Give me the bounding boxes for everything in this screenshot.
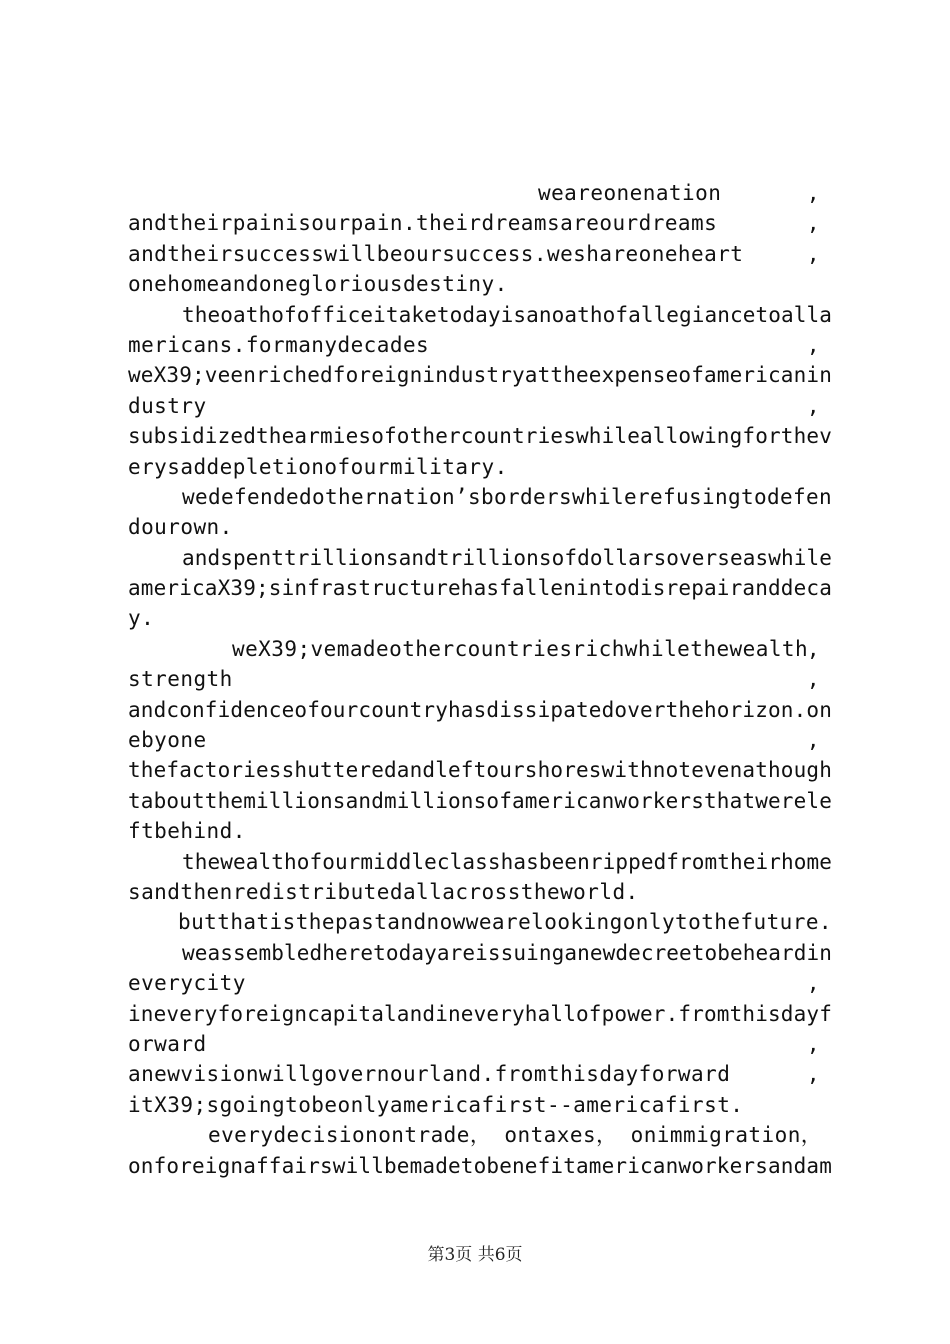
line-text: thewealthofourmiddleclasshasbeenrippedfromtheirhome [182, 849, 832, 874]
line-text: everydecisionontrade， ontaxes， onimmigration， [208, 1123, 823, 1148]
line-text: ebyone [128, 728, 207, 753]
text-line [128, 786, 832, 816]
text-line [128, 695, 832, 725]
text-line [128, 999, 832, 1029]
line-end-comma: , [806, 332, 820, 357]
document-body [128, 178, 832, 1181]
line-end-comma: , [806, 971, 820, 996]
text-line [128, 482, 832, 512]
line-end-comma: , [806, 393, 820, 418]
text-line [128, 877, 832, 907]
text-line [128, 938, 832, 968]
line-text: weX39;vemadeothercountriesrichwhilethewealth [232, 636, 809, 661]
line-end-comma: , [806, 1062, 820, 1087]
line-text: thefactoriesshutteredandleftourshoreswithnotevenathough [128, 758, 832, 783]
text-line [128, 847, 832, 877]
text-line [128, 421, 832, 451]
text-line [128, 816, 832, 846]
text-line [128, 603, 832, 633]
text-line [128, 1029, 832, 1059]
line-text: taboutthemillionsandmillionsofamericanworkersthatwerele [128, 788, 832, 813]
line-text: ftbehind. [128, 819, 246, 844]
line-text: ineveryforeigncapitalandineveryhallofpower.fromthisdayf [128, 1001, 832, 1026]
text-line [128, 968, 832, 998]
text-line [128, 512, 832, 542]
line-text: erysaddepletionofourmilitary. [128, 454, 508, 479]
line-text: butthatisthepastandnowwearelookingonlytothefuture. [178, 910, 832, 935]
line-text: wedefendedothernation’sborderswhilerefusingtodefen [182, 484, 832, 509]
text-line [128, 907, 832, 937]
line-text: andspenttrillionsandtrillionsofdollarsoverseaswhile [182, 545, 832, 570]
line-text: onehomeandonegloriousdestiny. [128, 272, 508, 297]
text-line [128, 573, 832, 603]
text-line [128, 391, 832, 421]
line-end-comma: , [806, 667, 820, 692]
line-end-comma: , [806, 241, 820, 266]
text-line [128, 208, 832, 238]
line-text: y. [128, 606, 155, 631]
text-line [128, 664, 832, 694]
line-end-comma: , [806, 181, 820, 205]
text-line [128, 239, 832, 269]
text-line [128, 1059, 832, 1089]
text-line [128, 1090, 832, 1120]
line-end-comma: , [806, 1031, 820, 1056]
line-end-comma: , [806, 636, 820, 661]
line-text: weareonenation [538, 181, 722, 205]
text-line [128, 1151, 832, 1181]
text-line [128, 269, 832, 299]
text-line [128, 634, 832, 664]
text-line [128, 1120, 832, 1150]
line-text: dustry [128, 393, 207, 418]
text-line [128, 178, 832, 208]
line-end-comma: , [806, 211, 820, 236]
line-text: sandthenredistributedallacrosstheworld. [128, 879, 639, 904]
text-line [128, 360, 832, 390]
line-text: subsidizedthearmiesofothercountrieswhileallowingforthev [128, 424, 832, 449]
text-line [128, 543, 832, 573]
line-text: andtheirpainisourpain.theirdreamsareourdreams [128, 211, 718, 236]
line-text: onforeignaffairswillbemadetobenefitamericanworkersandam [128, 1153, 832, 1178]
text-line [128, 330, 832, 360]
line-text: weX39;veenrichedforeignindustryattheexpenseofamericanin [128, 363, 832, 388]
line-end-comma: , [806, 728, 820, 753]
text-line [128, 725, 832, 755]
line-text: andconfidenceofourcountryhasdissipatedoverthehorizon.on [128, 697, 832, 722]
page-number-footer: 第3页 共6页 [427, 1245, 523, 1265]
line-text: itX39;sgoingtobeonlyamericafirst--americafirst. [128, 1092, 744, 1117]
line-text: dourown. [128, 515, 233, 540]
line-text: americaX39;sinfrastructurehasfallenintodisrepairanddeca [128, 576, 832, 601]
line-text: orward [128, 1031, 207, 1056]
line-text: mericans.formanydecades [128, 332, 430, 357]
line-text: anewvisionwillgovernourland.fromthisdayforward [128, 1062, 731, 1087]
line-text: andtheirsuccesswillbeoursuccess.weshareoneheart [128, 241, 744, 266]
line-text: everycity [128, 971, 246, 996]
text-line [128, 452, 832, 482]
line-text: strength [128, 667, 233, 692]
line-text: weassembledheretodayareissuinganewdecreetobeheardin [182, 940, 832, 965]
line-text: theoathofofficeitaketodayisanoathofallegiancetoalla [182, 302, 832, 327]
text-line [128, 300, 832, 330]
text-line [128, 755, 832, 785]
